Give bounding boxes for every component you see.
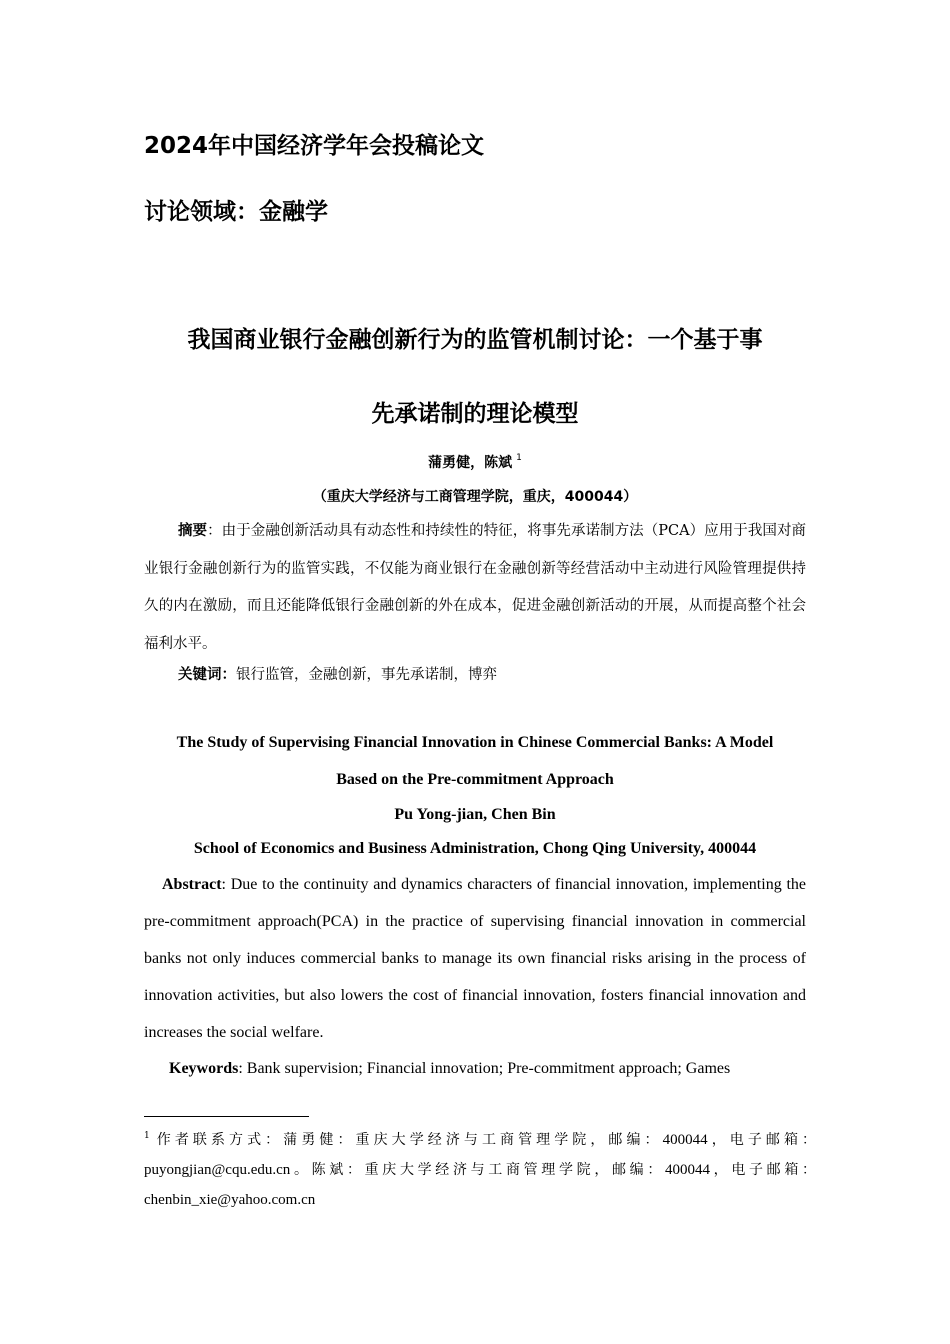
keywords-cn-text: 银行监管，金融创新，事先承诺制，博弈 (236, 667, 497, 683)
authors-en: Pu Yong-jian, Chen Bin (394, 806, 556, 823)
paper-title-en-line2: Based on the Pre-commitment Approach (336, 771, 614, 788)
authors-cn-text: 蒲勇健，陈斌 (428, 455, 513, 471)
paper-title-en-line1: The Study of Supervising Financial Innovation in Chinese Commercial Banks: A Model (176, 734, 774, 751)
footnote-part2: ，电子邮箱： (707, 1132, 817, 1148)
abstract-cn-text: 由于金融创新活动具有动态性和持续性的特征，将事先承诺制方法（PCA）应用于我国对商业银行金融创新行为的监管实践，不仅能为商业银行在金融创新等经营活动中主动进行风险管理提供持久的内在激励，而且还能降低银行金融创新的外在成本，促进金融创新活动的开展，从而提高整个社会福利水平。 (144, 523, 807, 652)
keywords-en (144, 1050, 806, 1087)
conference-label: 2024年中国经济学年会投稿论文 (144, 133, 485, 159)
footnote-part3: 。陈斌：重庆大学经济与工商管理学院，邮编： (290, 1162, 665, 1178)
abstract-en-label: Abstract (162, 876, 222, 893)
footnote-mark: 1 (144, 1131, 150, 1141)
authors-cn (0, 452, 950, 472)
keywords-en-label: Keywords (169, 1060, 239, 1077)
abstract-cn-sep: ： (207, 523, 222, 539)
author-footnote-mark: 1 (516, 453, 522, 463)
keywords-en-text: : Bank supervision; Financial innovation; Pre-commitment approach; Games (238, 1060, 731, 1077)
footnote-zip2: 400044 (665, 1162, 710, 1178)
abstract-en (144, 866, 806, 1051)
discussion-field: 讨论领域：金融学 (144, 199, 328, 225)
affiliation-cn: （重庆大学经济与工商管理学院，重庆，400044） (312, 489, 638, 505)
abstract-cn-label: 摘要 (178, 523, 208, 539)
keywords-cn-label: 关键词： (178, 667, 236, 683)
footnote (144, 1121, 816, 1215)
abstract-en-text: : Due to the continuity and dynamics characters of financial innovation, implementing the pre-commitment approach(PCA) in the practice of supervising financial innovation in commercial banks not only induces commercial banks to manage its own financial risks arising in the process of innovation activities, but also lowers the cost of financial innovation, fosters financial innovation and increases the social welfare. (144, 876, 806, 1041)
footnote-email1[interactable]: puyongjian@cqu.edu.cn (144, 1162, 291, 1178)
footnote-part1: 作者联系方式：蒲勇健：重庆大学经济与工商管理学院，邮编： (152, 1132, 663, 1148)
affiliation-en: School of Economics and Business Administration, Chong Qing University, 400044 (193, 840, 757, 857)
paper-title-cn-line1: 我国商业银行金融创新行为的监管机制讨论：一个基于事 (187, 327, 763, 353)
footnote-divider (144, 1116, 309, 1117)
keywords-cn (144, 657, 806, 695)
abstract-cn (144, 513, 806, 663)
footnote-email2[interactable]: chenbin_xie@yahoo.com.cn (144, 1192, 316, 1208)
footnote-zip1: 400044 (662, 1132, 708, 1148)
footnote-part4: ，电子邮箱： (710, 1162, 817, 1178)
paper-title-cn-line2: 先承诺制的理论模型 (371, 401, 579, 427)
